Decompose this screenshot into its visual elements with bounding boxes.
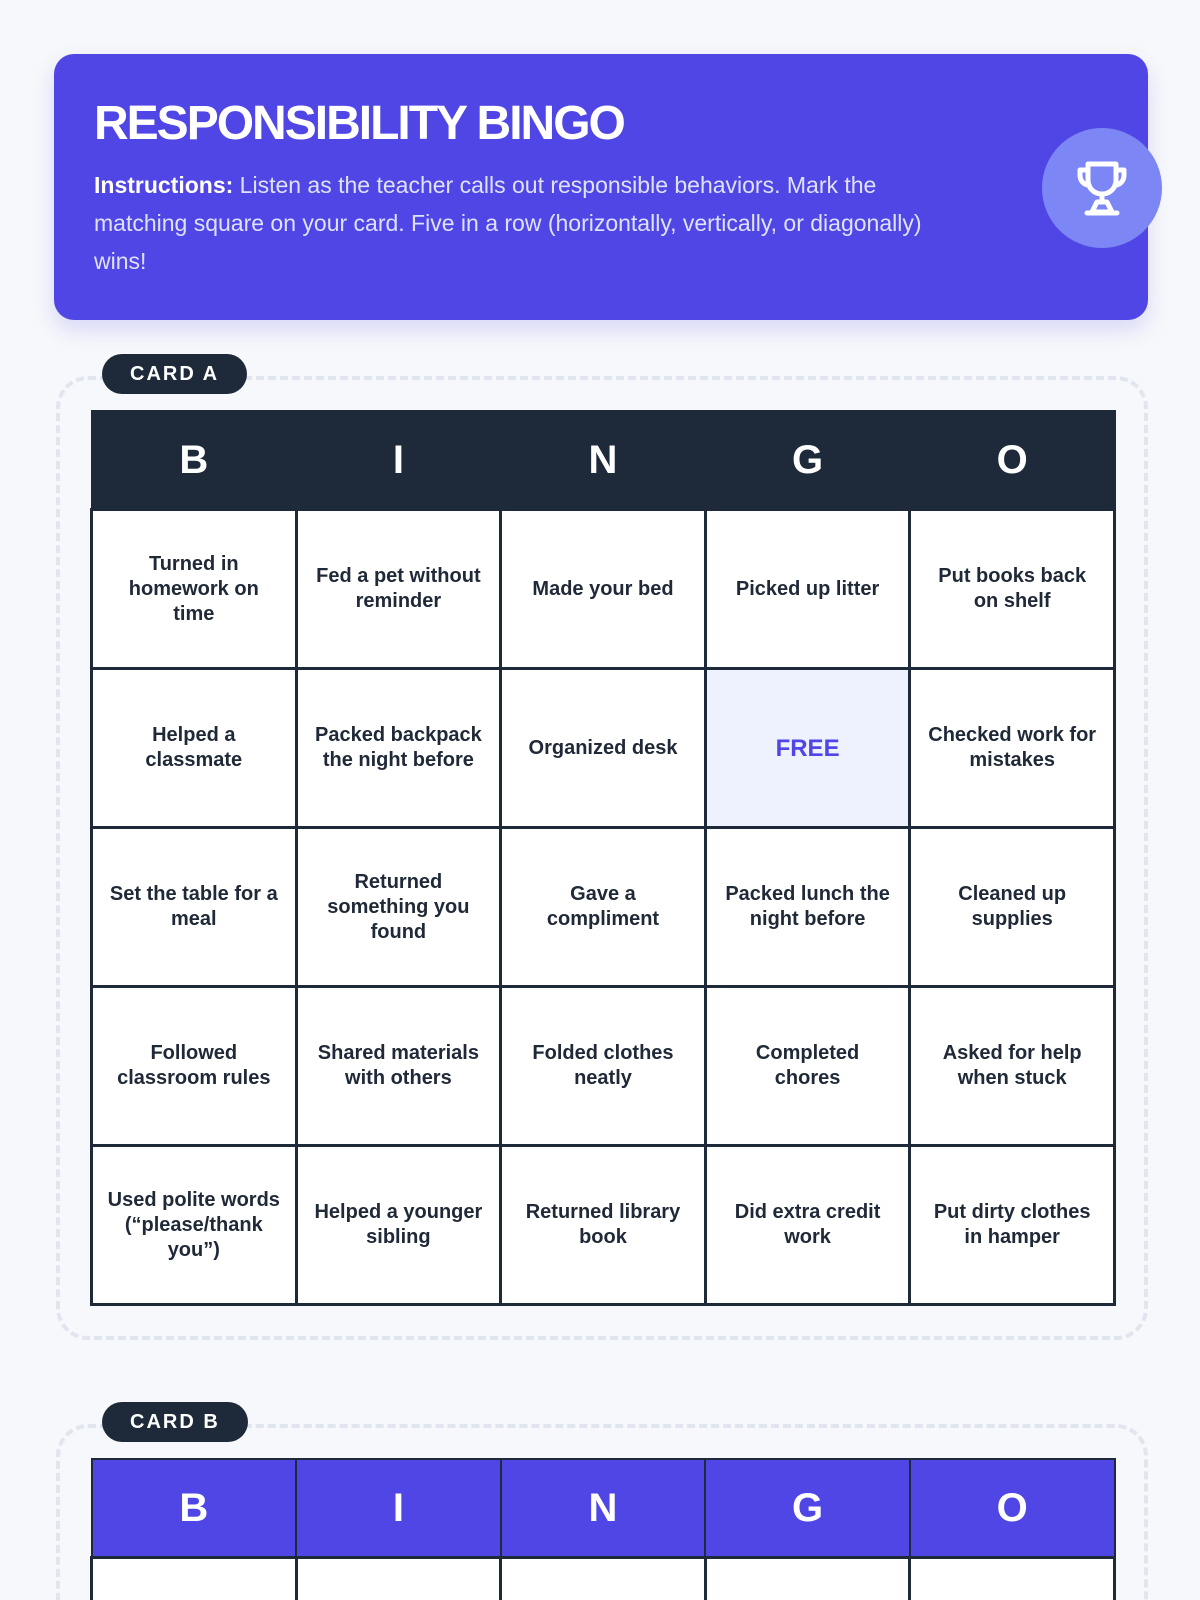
- bingo-square[interactable]: Put dirty clothes in hamper: [910, 1146, 1115, 1305]
- bingo-square[interactable]: Made your bed: [501, 510, 706, 669]
- bingo-square[interactable]: Organized desk: [501, 669, 706, 828]
- bingo-row: [92, 828, 1115, 987]
- bingo-square[interactable]: Packed backpack the night before: [296, 669, 501, 828]
- column-header-g: G: [705, 411, 910, 510]
- bingo-square[interactable]: Picked up litter: [705, 510, 910, 669]
- column-header-n: N: [501, 1459, 706, 1558]
- bingo-square[interactable]: Checked work for mistakes: [910, 669, 1115, 828]
- column-header-i: I: [296, 1459, 501, 1558]
- bingo-square[interactable]: [705, 1558, 910, 1600]
- column-header-g: G: [705, 1459, 910, 1558]
- bingo-square[interactable]: [501, 1558, 706, 1600]
- column-header-n: N: [501, 411, 706, 510]
- column-header-i: I: [296, 411, 501, 510]
- page-title: RESPONSIBILITY BINGO: [94, 97, 624, 150]
- bingo-square[interactable]: [92, 1558, 297, 1600]
- bingo-square[interactable]: Fed a pet without reminder: [296, 510, 501, 669]
- bingo-square[interactable]: Gave a compliment: [501, 828, 706, 987]
- bingo-square[interactable]: Cleaned up supplies: [910, 828, 1115, 987]
- bingo-square[interactable]: Did extra credit work: [705, 1146, 910, 1305]
- free-space[interactable]: FREE: [705, 669, 910, 828]
- instructions: [94, 166, 964, 280]
- bingo-square[interactable]: Folded clothes neatly: [501, 987, 706, 1146]
- bingo-square[interactable]: Asked for help when stuck: [910, 987, 1115, 1146]
- column-header-b: B: [92, 411, 297, 510]
- bingo-square[interactable]: Followed classroom rules: [92, 987, 297, 1146]
- instructions-text: Listen as the teacher calls out responsible behaviors. Mark the matching square on your card. Five in a row (horizontally, vertically, or diagonally) wins!: [94, 172, 922, 274]
- bingo-square[interactable]: Shared materials with others: [296, 987, 501, 1146]
- column-header-o: O: [910, 411, 1115, 510]
- bingo-square[interactable]: Helped a classmate: [92, 669, 297, 828]
- bingo-row: [92, 1146, 1115, 1305]
- bingo-grid-a: [90, 410, 1116, 1306]
- bingo-row: [92, 1558, 1115, 1600]
- bingo-square[interactable]: Turned in homework on time: [92, 510, 297, 669]
- bingo-card-b: [56, 1411, 1148, 1600]
- bingo-square[interactable]: Completed chores: [705, 987, 910, 1146]
- bingo-square[interactable]: Used polite words (“please/thank you”): [92, 1146, 297, 1305]
- bingo-row: [92, 987, 1115, 1146]
- bingo-row: [92, 510, 1115, 669]
- bingo-square[interactable]: Returned library book: [501, 1146, 706, 1305]
- trophy-icon: [1042, 128, 1162, 248]
- card-b-label: CARD B: [102, 1402, 248, 1442]
- bingo-square[interactable]: [296, 1558, 501, 1600]
- bingo-square[interactable]: Packed lunch the night before: [705, 828, 910, 987]
- column-header-b: B: [92, 1459, 297, 1558]
- card-a-label: CARD A: [102, 354, 247, 394]
- bingo-row: [92, 669, 1115, 828]
- bingo-square[interactable]: Returned something you found: [296, 828, 501, 987]
- bingo-square[interactable]: Put books back on shelf: [910, 510, 1115, 669]
- bingo-square[interactable]: Helped a younger sibling: [296, 1146, 501, 1305]
- header-banner: [54, 54, 1148, 320]
- bingo-card-a: [56, 363, 1148, 1340]
- instructions-label: Instructions:: [94, 172, 234, 198]
- bingo-square[interactable]: Set the table for a meal: [92, 828, 297, 987]
- column-header-o: O: [910, 1459, 1115, 1558]
- bingo-grid-b: [90, 1458, 1116, 1600]
- bingo-square[interactable]: [910, 1558, 1115, 1600]
